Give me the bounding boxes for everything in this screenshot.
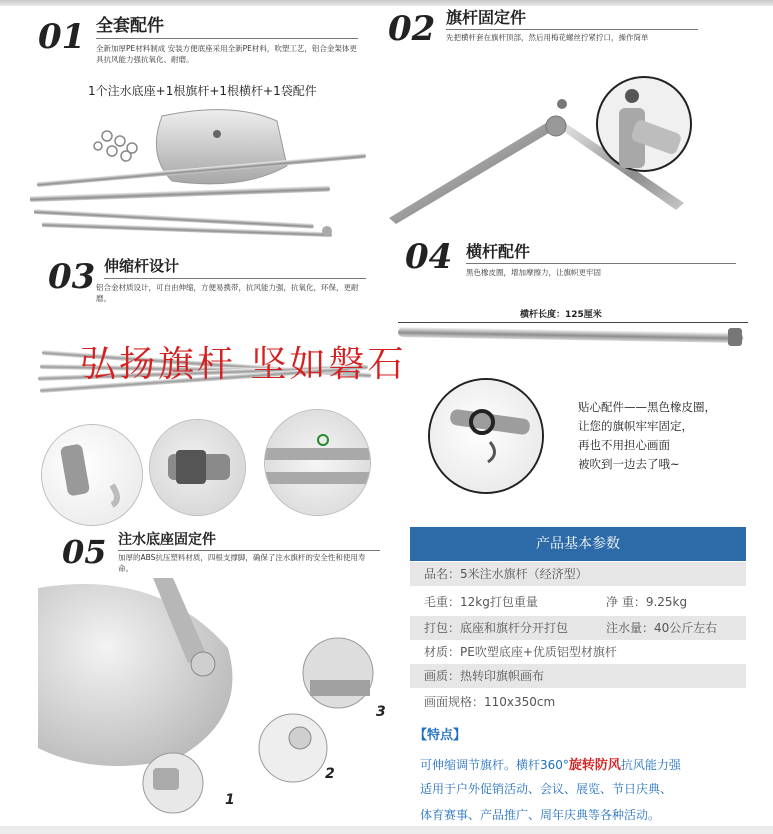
section-03-number: 03 bbox=[48, 257, 96, 297]
crossbar-length-label: 横杆长度：125厘米 bbox=[520, 310, 602, 320]
kit-illustration bbox=[12, 96, 384, 246]
section-01-number: 01 bbox=[38, 17, 86, 57]
feature-line-3: 体育赛事、产品推广、周年庆典等各种活动。 bbox=[420, 808, 661, 822]
caption-line-2: 让您的旗帜牢牢固定， bbox=[578, 419, 693, 433]
param-row-5-a: 画质：热转印旗帜画布 bbox=[424, 669, 545, 683]
top-band bbox=[0, 0, 773, 6]
param-row-3-b: 注水量：40公斤左右 bbox=[606, 621, 718, 635]
feature-line-1-a: 可伸缩调节旗杆。横杆360° bbox=[420, 758, 569, 772]
brand-banner: 弘扬旗杆 坚如磐石 bbox=[80, 344, 407, 385]
section-02-description: 先把横杆套在旗杆顶部，然后用梅花螺丝拧紧拧口，操作简单 bbox=[446, 33, 649, 42]
param-row-2 bbox=[410, 590, 746, 614]
param-row-5 bbox=[410, 664, 746, 688]
param-row-2-b: 净 重：9.25kg bbox=[606, 595, 688, 609]
param-row-2-a: 毛重：12kg打包重量 bbox=[424, 595, 538, 609]
rubber-ring-photo bbox=[430, 380, 542, 492]
detail-photo-pole-lock bbox=[150, 420, 245, 515]
section-05-description: 加厚的ABS抗压塑料材质，四根支撑脚，确保了注水旗杆的安全性和使用寿命。 bbox=[118, 553, 366, 573]
section-01-title: 全套配件 bbox=[96, 16, 164, 36]
param-row-1 bbox=[410, 562, 746, 586]
kit-contents-label: 1个注水底座+1根旗杆+1根横杆+1袋配件 bbox=[88, 84, 317, 98]
section-03-title: 伸缩杆设计 bbox=[104, 257, 180, 275]
marker-2: 2 bbox=[325, 766, 335, 782]
bottom-band bbox=[0, 826, 773, 834]
detail-photo-pole-tip bbox=[42, 425, 142, 525]
feature-highlight: 旋转防风 bbox=[568, 758, 621, 773]
section-04-number: 04 bbox=[405, 237, 453, 277]
marker-3: 3 bbox=[376, 704, 386, 720]
section-02-number: 02 bbox=[388, 9, 436, 49]
section-04-rule bbox=[466, 263, 736, 264]
caption-line-4: 被吹到一边去了哦~ bbox=[578, 457, 680, 471]
param-row-4 bbox=[410, 640, 746, 664]
caption-line-3: 再也不用担心画面 bbox=[578, 438, 670, 452]
water-base-photo bbox=[38, 578, 388, 814]
param-row-6-a: 画面规格：110x350cm bbox=[424, 695, 556, 709]
param-row-6 bbox=[410, 690, 746, 714]
section-03-rule bbox=[104, 278, 366, 279]
section-03-description: 铝合金材质设计，可自由伸缩，方便易携带，抗风能力强，抗氧化，环保，更耐磨。 bbox=[96, 283, 359, 303]
section-05-title: 注水底座固定件 bbox=[118, 532, 216, 548]
crossbar-end-cap bbox=[728, 328, 742, 346]
features-title: 【特点】 bbox=[414, 728, 467, 743]
pole-joint-illustration bbox=[384, 68, 694, 228]
crossbar-dimension-line bbox=[398, 322, 748, 323]
param-row-3-a: 打包：底座和旗杆分开打包 bbox=[424, 621, 569, 635]
section-05-number: 05 bbox=[62, 533, 107, 571]
param-row-1-a: 品名：5米注水旗杆（经济型） bbox=[424, 567, 588, 581]
section-02-title: 旗杆固定件 bbox=[446, 8, 527, 27]
param-row-3 bbox=[410, 616, 746, 640]
kit-photo bbox=[12, 96, 384, 246]
section-05-rule bbox=[118, 550, 380, 551]
section-04-description: 黑色橡皮圈，增加摩擦力，让旗帜更牢固 bbox=[466, 268, 601, 277]
detail-photo-pole-joint bbox=[265, 410, 370, 515]
pole-joint-photo bbox=[384, 68, 694, 228]
rubber-ring-caption bbox=[578, 398, 716, 474]
feature-line-1-c: 抗风能力强 bbox=[620, 758, 681, 772]
section-04-title: 横杆配件 bbox=[466, 242, 531, 261]
params-header: 产品基本参数 bbox=[410, 527, 746, 561]
section-02-rule bbox=[446, 29, 698, 30]
marker-1: 1 bbox=[225, 792, 235, 808]
feature-line-2: 适用于户外促销活动、会议、展览、节日庆典、 bbox=[420, 782, 673, 796]
feature-line-1 bbox=[420, 754, 681, 773]
water-base-illustration bbox=[38, 578, 388, 814]
section-01-rule bbox=[96, 38, 358, 39]
caption-line-1: 贴心配件——黑色橡皮圈， bbox=[578, 400, 716, 414]
section-01-description: 全新加厚PE材料制成 安装方便底座采用全新PE材料，吹塑工艺，铝合金架体更具抗风能力强抗氧化、耐磨。 bbox=[96, 44, 357, 64]
param-row-4-a: 材质：PE吹塑底座+优质铝型材旗杆 bbox=[424, 645, 617, 659]
crossbar-pole bbox=[398, 327, 743, 343]
